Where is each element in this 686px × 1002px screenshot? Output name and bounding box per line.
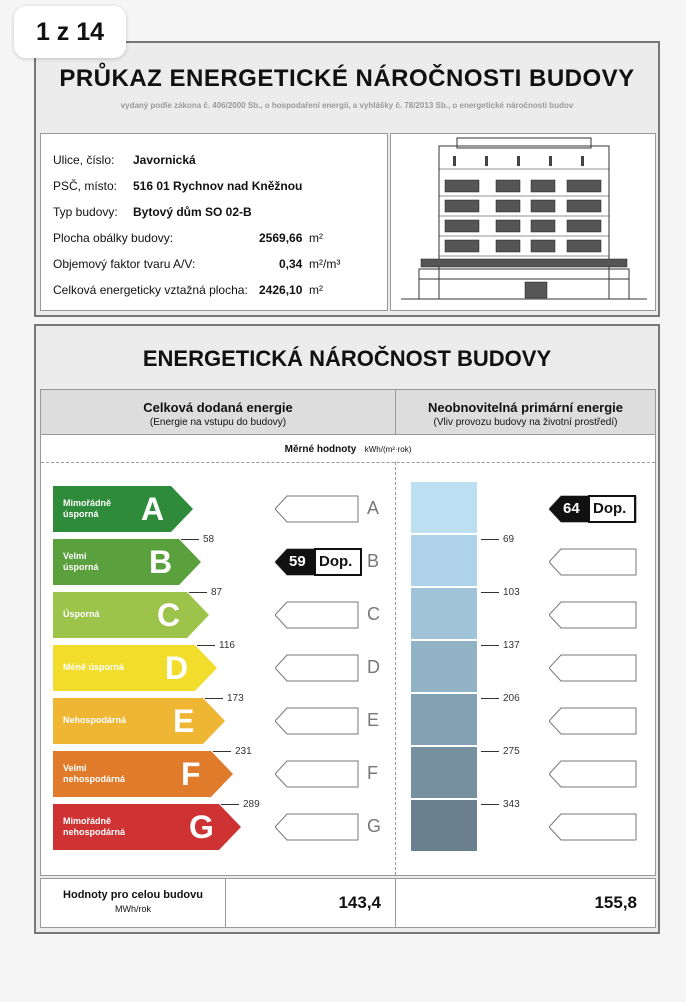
building-type-value: Bytový dům SO 02-B [133,205,252,219]
building-drawing-box [390,133,656,311]
envelope-area-label: Plocha obálky budovy: [53,231,174,245]
primary-energy-subtitle: (Vliv provozu budovy na životní prostředí) [433,417,618,428]
marker-value: 59 [289,552,306,570]
total-divider [395,879,396,927]
delivered-threshold: 58 [181,534,214,545]
delivered-threshold: 87 [189,587,222,598]
reference-area-label: Celková energeticky vztažná plocha: [53,283,248,297]
class-description: Velmi nehospodárná [63,763,126,784]
primary-scale-segment [411,747,477,800]
class-letter: D [165,649,189,686]
class-letter-mid: D [367,657,380,677]
certificate-header-panel [34,41,660,317]
class-letter-mid: F [367,763,378,783]
primary-marker-slot [549,654,637,682]
primary-threshold: 103 [481,587,520,598]
street-label: Ulice, číslo: [53,153,115,167]
primary-marker-slot [549,548,637,576]
class-arrow-c [53,592,209,638]
reference-area-unit: m² [309,283,323,297]
shape-factor-label: Objemový faktor tvaru A/V: [53,257,196,271]
delivered-threshold: 116 [197,640,235,651]
class-description: Mimořádně nehospodárná [63,816,126,837]
delivered-marker-slot [275,601,359,629]
primary-marker-slot [549,813,637,841]
primary-threshold: 275 [481,746,520,757]
marker-label: Dop. [319,552,353,570]
class-letter: E [173,702,195,739]
primary-scale-segment [411,694,477,747]
building-type-label: Typ budovy: [53,205,118,219]
energy-title: ENERGETICKÁ NÁROČNOST BUDOVY [142,346,552,371]
delivered-energy-subtitle: (Energie na vstupu do budovy) [149,417,287,428]
energy-class-chart [41,390,655,875]
city-label: PSČ, místo: [53,179,118,193]
delivered-marker-slot [275,760,359,788]
primary-energy-marker [549,495,637,523]
totals-label: Hodnoty pro celou budovu [63,889,203,901]
delivered-threshold: 173 [205,693,244,704]
class-arrow-f [53,751,233,797]
envelope-area-unit: m² [309,231,323,245]
class-letter: C [157,596,181,633]
totals-row [40,878,656,928]
marker-label: Dop. [593,499,627,517]
class-arrow-e [53,698,225,744]
delivered-marker-slot [275,707,359,735]
primary-marker-slot [549,707,637,735]
class-description: Nehospodárná [63,715,127,725]
primary-threshold: 206 [481,693,520,704]
class-description: Úsporná [63,609,100,619]
delivered-marker-slot [275,495,359,523]
shape-factor-value: 0,34 [279,257,303,271]
class-letter: F [181,755,201,792]
class-letter-mid: C [367,604,380,624]
primary-scale-segment [411,482,477,535]
reference-area-value: 2426,10 [259,283,303,297]
class-description: Velmi úsporná [63,551,99,572]
class-arrow-b [53,539,201,585]
delivered-marker-slot [275,813,359,841]
class-letter: G [189,808,214,845]
class-description: Mimořádně úsporná [63,498,112,519]
primary-scale-segment [411,641,477,694]
marker-value: 64 [563,499,580,517]
page-title: PRŮKAZ ENERGETICKÉ NÁROČNOSTI BUDOVY [59,65,635,92]
class-letter-mid: G [367,816,382,836]
primary-energy-title: Neobnovitelná primární energie [427,400,624,415]
primary-marker-slot [549,760,637,788]
page-counter: 1 z 14 [14,6,126,58]
delivered-energy-marker [275,548,363,576]
delivered-threshold: 289 [221,799,260,810]
class-arrow-d [53,645,217,691]
shape-factor-unit: m²/m³ [309,257,341,271]
building-elevation-drawing [391,134,655,310]
class-letter-mid: E [367,710,380,730]
primary-threshold: 343 [481,799,520,810]
delivered-threshold: 231 [213,746,252,757]
primary-marker-slot [549,601,637,629]
class-arrow-a [53,486,193,532]
delivered-total-value: 143,4 [338,893,381,912]
primary-threshold: 69 [481,534,514,545]
specific-values-unit: kWh/(m²·rok) [364,445,412,454]
class-description: Méně úsporná [63,662,125,672]
building-info-box [40,133,388,311]
class-arrow-g [53,804,241,850]
envelope-area-value: 2569,66 [259,231,303,245]
class-letter-mid: B [367,551,380,571]
primary-scale-segment [411,535,477,588]
city-value: 516 01 Rychnov nad Kněžnou [133,179,303,193]
primary-threshold: 137 [481,640,520,651]
primary-scale-segment [411,588,477,641]
class-letter-mid: A [367,498,380,518]
totals-label-cell [41,879,226,927]
class-letter: A [141,490,165,527]
primary-scale-segment [411,800,477,853]
specific-values-text: Měrné hodnoty [284,444,357,455]
chart-area [40,389,656,876]
legal-subtitle: vydaný podle zákona č. 406/2000 Sb., o hospodaření energií, a vyhlášky č. 78/2013 Sb., o energetické náročnosti budov [120,101,574,110]
street-value: Javornická [133,153,196,167]
energy-performance-panel [34,324,660,934]
totals-unit: MWh/rok [115,904,151,914]
class-letter: B [149,543,173,580]
delivered-marker-slot [275,654,359,682]
delivered-energy-title: Celková dodaná energie [143,400,293,415]
primary-total-value: 155,8 [594,893,637,912]
